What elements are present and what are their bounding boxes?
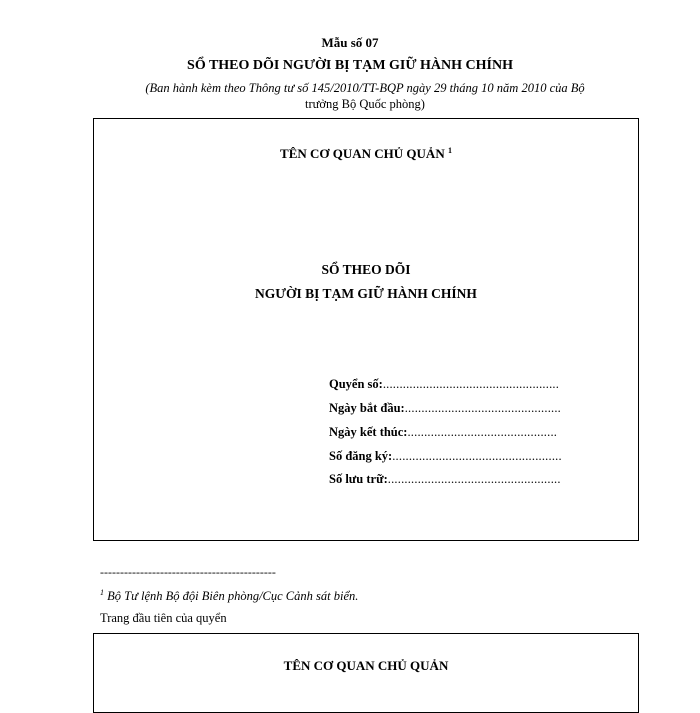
book-title-line1: SỔ THEO DÕI — [321, 262, 411, 277]
footnote-separator: -------------------------------------------- — [100, 565, 276, 579]
field-dots: ............................................. — [407, 425, 558, 439]
field-dots: ..................................................... — [382, 377, 560, 391]
form-subtitle — [100, 80, 630, 112]
agency-name: TÊN CƠ QUAN CHỦ QUẢN — [280, 146, 445, 161]
field-dots: ............................................... — [404, 401, 561, 415]
second-page-box — [93, 633, 639, 713]
page-caption: Trang đầu tiên của quyển — [100, 611, 227, 625]
field-label: Số đăng ký: — [329, 449, 393, 463]
field-start-date — [329, 401, 579, 416]
field-registration-number — [329, 449, 579, 464]
field-archive-number — [329, 472, 579, 487]
agency-heading — [94, 146, 638, 162]
field-volume-number — [329, 377, 579, 392]
field-label: Ngày kết thúc: — [329, 425, 408, 439]
second-agency-heading: TÊN CƠ QUAN CHỦ QUẢN — [283, 658, 449, 673]
field-label: Quyển số: — [329, 377, 383, 391]
field-dots: ................................................... — [392, 449, 562, 463]
field-end-date — [329, 425, 579, 440]
footnote — [100, 588, 358, 604]
book-title-line2: NGƯỜI BỊ TẠM GIỮ HÀNH CHÍNH — [255, 286, 477, 301]
form-number: Mẫu số 07 — [321, 35, 379, 50]
field-label: Ngày bắt đầu: — [329, 401, 405, 415]
cover-page-box — [93, 118, 639, 541]
footnote-text: Bộ Tư lệnh Bộ đội Biên phòng/Cục Cảnh sát biển. — [104, 589, 359, 603]
field-dots: .................................................... — [387, 472, 561, 486]
form-subtitle-regular: trưởng Bộ Quốc phòng) — [305, 97, 425, 111]
field-label: Số lưu trữ: — [329, 472, 388, 486]
form-subtitle-italic: (Ban hành kèm theo Thông tư số 145/2010/TT-BQP ngày 29 tháng 10 năm 2010 của Bộ — [145, 81, 585, 95]
form-title: SỔ THEO DÕI NGƯỜI BỊ TẠM GIỮ HÀNH CHÍNH — [187, 58, 513, 73]
footnote-mark: 1 — [100, 588, 104, 597]
agency-footnote-mark: 1 — [447, 146, 452, 155]
